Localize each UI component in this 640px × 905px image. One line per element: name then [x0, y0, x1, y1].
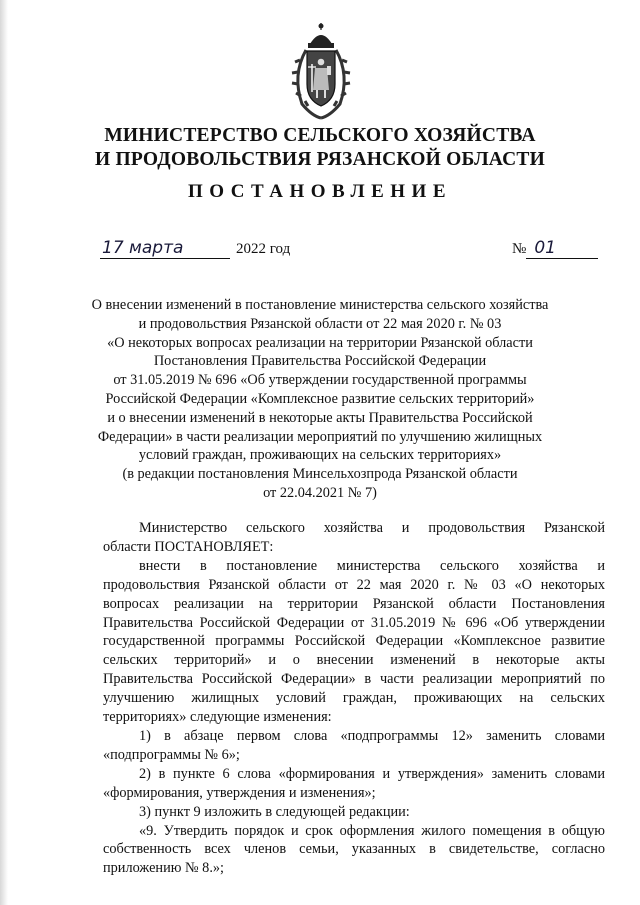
body-line: «подпрограммы № 6»;	[103, 746, 240, 763]
subject-line: условий граждан, проживающих на сельских территориях»	[138, 447, 502, 464]
body-line: собственность всех членов семьи, указанных в свидетельстве, согласно	[103, 841, 605, 858]
decree-body	[103, 519, 605, 878]
body-line: улучшению жилищных условий граждан, проживающих на сельских	[103, 690, 605, 707]
number-sign: №	[512, 241, 527, 257]
body-line: «9. Утвердить порядок и срок оформления жилого помещения в общую	[139, 822, 605, 839]
decree-number	[512, 238, 598, 259]
body-line: 1) в абзаце первом слова «подпрограммы 12» заменить словами	[139, 727, 605, 744]
body-line: внести в постановление министерства сельского хозяйства и	[139, 557, 605, 574]
body-line: территориях» следующие изменения:	[103, 709, 332, 726]
ministry-name-line-1: МИНИСТЕРСТВО СЕЛЬСКОГО ХОЗЯЙСТВА	[104, 125, 536, 146]
body-line: вопросах реализации на территории Рязанской области Постановления	[103, 595, 605, 612]
body-line: области ПОСТАНОВЛЯЕТ:	[103, 538, 274, 555]
subject-line: О внесении изменений в постановление министерства сельского хозяйства	[91, 297, 549, 313]
body-line: продовольствия Рязанской области от 22 мая 2020 г. № 03 «О некоторых	[103, 576, 605, 593]
ministry-name-line-2: И ПРОДОВОЛЬСТВИЯ РЯЗАНСКОЙ ОБЛАСТИ	[95, 149, 545, 170]
subject-line: от 22.04.2021 № 7)	[263, 484, 377, 501]
body-line: «формирования, утверждения и изменения»;	[103, 784, 376, 801]
document-type-title: ПОСТАНОВЛЕНИЕ	[187, 181, 453, 202]
subject-line: Федерации» в части реализации мероприятий по улучшению жилищных	[97, 428, 543, 445]
handwritten-date: 17 марта	[100, 238, 230, 259]
decree-date	[100, 238, 290, 259]
subject-line: Российской Федерации «Комплексное развитие сельских территорий»	[105, 390, 535, 407]
body-line: 3) пункт 9 изложить в следующей редакции:	[139, 803, 410, 820]
body-line: сельских территорий» и о внесении изменений в некоторые акты	[103, 652, 605, 669]
handwritten-number: 01	[526, 238, 598, 259]
body-line: государственной программы Российской Федерации «Комплексное развитие	[103, 633, 605, 650]
body-line: Правительства Российской Федерации» в части реализации мероприятий по	[103, 671, 605, 688]
subject-line: от 31.05.2019 № 696 «Об утверждении государственной программы	[113, 372, 527, 389]
decree-year: 2022 год	[236, 241, 291, 257]
subject-line: и о внесении изменений в некоторые акты Правительства Российской	[107, 409, 533, 426]
body-line: 2) в пункте 6 слова «формирования и утверждения» заменить словами	[139, 765, 605, 782]
body-line: приложению № 8.»;	[103, 860, 225, 877]
decree-subject	[90, 296, 550, 503]
subject-line: (в редакции постановления Минсельхозпрода Рязанской области	[122, 466, 518, 483]
body-line: Министерство сельского хозяйства и продовольствия Рязанской	[139, 520, 605, 536]
coat-of-arms-icon	[288, 20, 354, 122]
body-line: Правительства Российской Федерации от 31.05.2019 № 696 «Об утверждении	[103, 614, 605, 631]
subject-line: и продовольствия Рязанской области от 22 мая 2020 г. № 03	[138, 315, 502, 332]
subject-line: «О некоторых вопросах реализации на территории Рязанской области	[107, 334, 533, 351]
subject-line: Постановления Правительства Российской Федерации	[153, 353, 487, 370]
